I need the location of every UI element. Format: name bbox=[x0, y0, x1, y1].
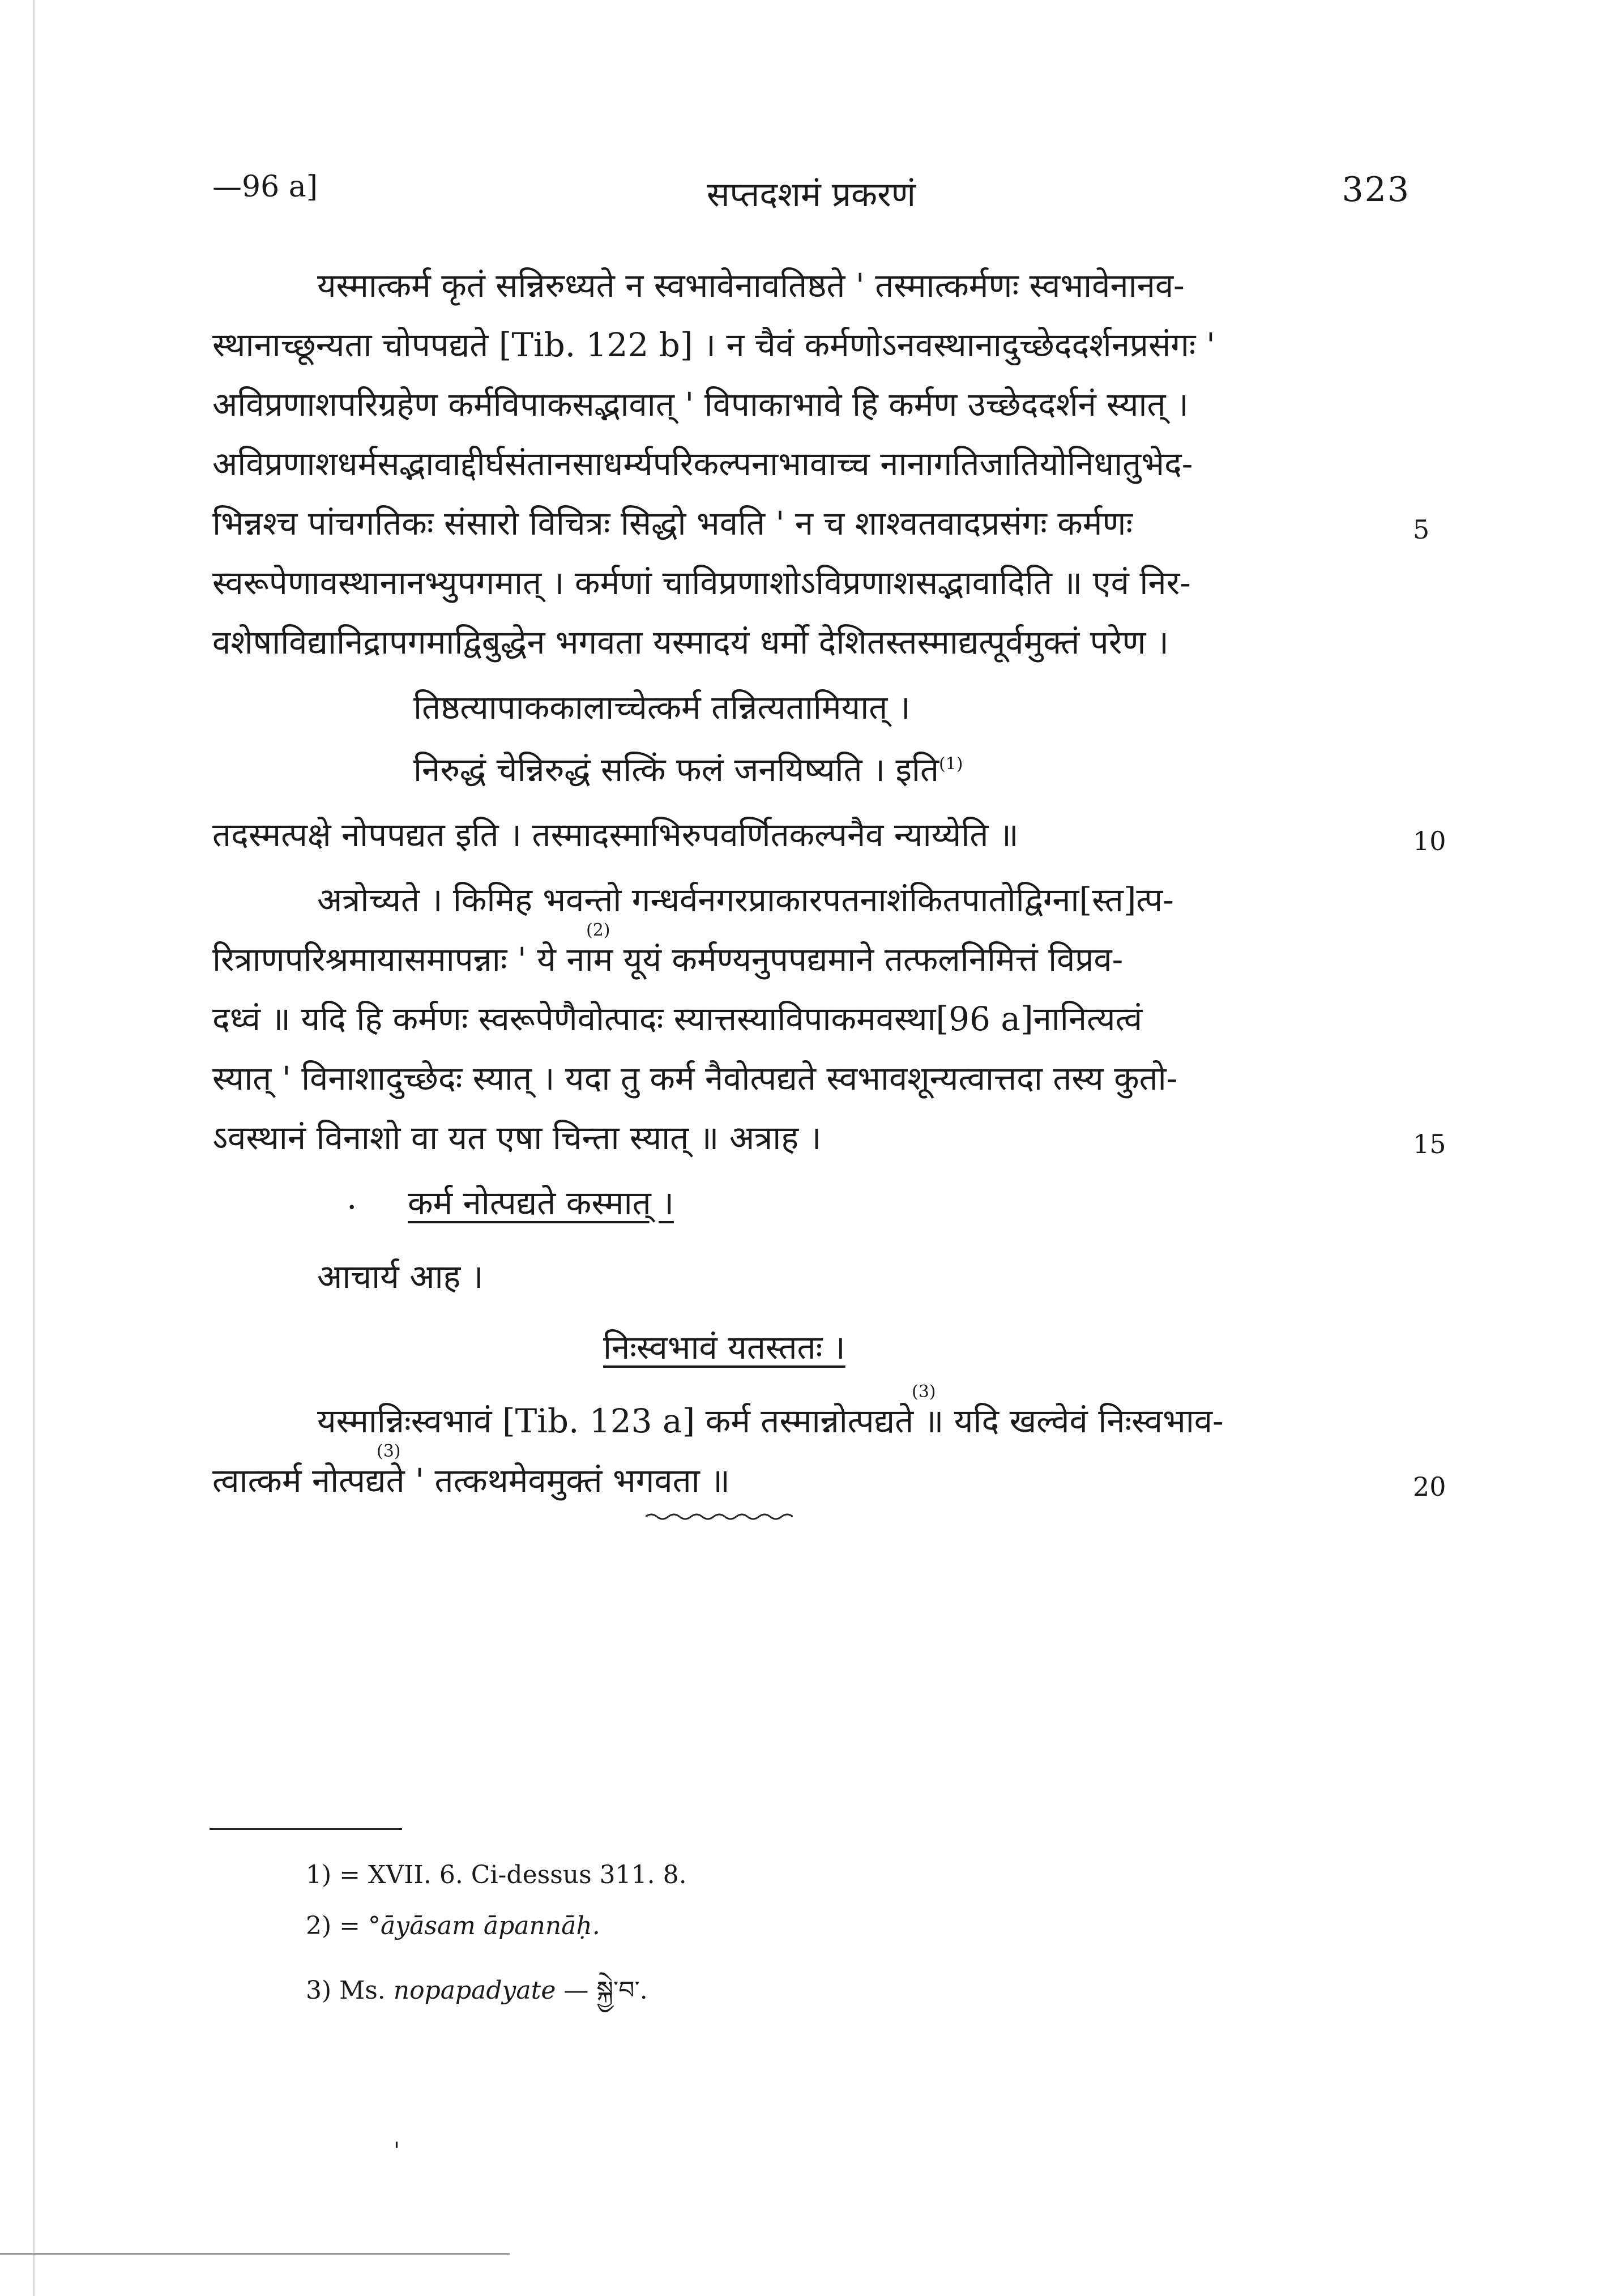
verse-line bbox=[408, 1184, 674, 1223]
verse-text: निरुद्धं चेन्निरुद्धं सत्किं फलं जनयिष्यति । इति bbox=[413, 750, 939, 789]
header-folio-ref: —96 a] bbox=[212, 170, 318, 204]
running-header bbox=[212, 170, 1410, 221]
text-line bbox=[212, 940, 1410, 980]
text-line: तदस्मत्पक्षे नोपपद्यत इति । तस्मादस्माभिरुपवर्णितकल्पनैव न्याय्येति ॥ bbox=[212, 816, 1019, 854]
wavy-underline-icon bbox=[646, 1512, 793, 1521]
line-number: 5 bbox=[1413, 514, 1430, 545]
stray-mark: ' bbox=[394, 2138, 400, 2164]
footnote-2 bbox=[306, 1911, 600, 1940]
text-line: ऽवस्थानं विनाशो वा यत एषा चिन्ता स्यात् ॥ अत्राह । bbox=[212, 1119, 822, 1157]
line-number: 20 bbox=[1413, 1471, 1446, 1502]
text-line: अत्रोच्यते । किमिह भवन्तो गन्धर्वनगरप्राकारपतनाशंकितपातोद्विग्ना[स्त]त्प- bbox=[317, 881, 1174, 919]
text-line: अविप्रणाशधर्मसद्भावाद्दीर्घसंतानसाधर्म्यपरिकल्पनाभावाच्च नानागतिजातियोनिधातुभेद- bbox=[212, 445, 1193, 483]
text-line: यस्मात्कर्म कृतं सन्निरुध्यते न स्वभावेनावतिष्ठते ' तस्मात्कर्मणः स्वभावेनानव- bbox=[317, 266, 1185, 305]
header-chapter-title: सप्तदशमं प्रकरणं bbox=[707, 175, 916, 215]
text-line: स्थानाच्छून्यता चोपपद्यते [Tib. 122 b] । न चैवं कर्मणोऽनवस्थानादुच्छेददर्शनप्रसंगः ' bbox=[212, 326, 1215, 364]
footnote-3-prefix: 3) Ms. bbox=[306, 1976, 394, 2005]
footnote-ref-2: (2) bbox=[586, 920, 610, 940]
text-line-body: त्वात्कर्म नोत्पद्यते ' तत्कथमेवमुक्तं भगवता ॥ bbox=[212, 1461, 730, 1500]
footnote-1: 1) = XVII. 6. Ci-dessus 311. 8. bbox=[306, 1860, 687, 1889]
text-line: यस्मान्निःस्वभावं [Tib. 123 a] कर्म तस्मान्नोत्पद्यते ॥ यदि खल्वेवं निःस्वभाव- bbox=[317, 1402, 1224, 1440]
footnote-ref-1: (1) bbox=[939, 754, 963, 774]
footnote-ref-3b: (3) bbox=[377, 1441, 401, 1461]
bottom-scan-rule bbox=[0, 2253, 510, 2255]
footnote-rule bbox=[210, 1828, 402, 1830]
verse-line bbox=[413, 750, 963, 790]
text-line: भिन्नश्च पांचगतिकः संसारो विचित्रः सिद्धो भवति ' न च शाश्वतवादप्रसंगः कर्मणः bbox=[212, 504, 1133, 543]
text-line: अविप्रणाशपरिग्रहेण कर्मविपाकसद्भावात् ' विपाकाभावे हि कर्मण उच्छेददर्शनं स्यात् । bbox=[212, 385, 1189, 424]
page-number: 323 bbox=[1342, 170, 1410, 210]
bullet-mark: . bbox=[347, 1178, 357, 1217]
footnote-2-prefix: 2) = bbox=[306, 1911, 368, 1940]
text-line-body: रित्राणपरिश्रमायासमापन्नाः ' ये नाम यूयं कर्मण्यनुपपद्यमाने तत्फलनिमित्तं विप्रव- bbox=[212, 940, 1124, 979]
text-line: दध्वं ॥ यदि हि कर्मणः स्वरूपेणैवोत्पादः स्यात्तस्याविपाकमवस्था[96 a]नानित्यत्वं bbox=[212, 1000, 1143, 1038]
footnote-ref-3: (3) bbox=[912, 1382, 936, 1402]
verse-line: तिष्ठत्यापाककालाच्चेत्कर्म तन्नित्यतामियात् । bbox=[413, 688, 911, 727]
line-number: 10 bbox=[1413, 826, 1446, 856]
footnote-3-suffix: — སྐྱེ་བ་. bbox=[556, 1976, 648, 2005]
underlined-verse: कर्म नोत्पद्यते कस्मात् । bbox=[408, 1184, 674, 1222]
left-margin-rule bbox=[33, 0, 35, 2296]
text-line: वशेषाविद्यानिद्रापगमाद्विबुद्धेन भगवता यस्मादयं धर्मो देशितस्तस्माद्यत्पूर्वमुक्तं परेण । bbox=[212, 623, 1169, 662]
underlined-verse: निःस्वभावं यतस्ततः । bbox=[603, 1328, 845, 1367]
verse-line bbox=[603, 1328, 845, 1368]
text-line bbox=[212, 1461, 730, 1501]
footnote-2-italic: °āyāsam āpannāḥ. bbox=[368, 1911, 600, 1940]
text-line: स्यात् ' विनाशादुच्छेदः स्यात् । यदा तु कर्म नैवोत्पद्यते स्वभावशून्यत्वात्तदा तस्य कुतो- bbox=[212, 1059, 1178, 1098]
footnote-3 bbox=[306, 1962, 648, 2033]
text-line: आचार्य आह । bbox=[317, 1257, 484, 1296]
text-line: स्वरूपेणावस्थानानभ्युपगमात् । कर्मणां चाविप्रणाशोऽविप्रणाशसद्भावादिति ॥ एवं निर- bbox=[212, 564, 1191, 602]
line-number: 15 bbox=[1413, 1129, 1446, 1159]
wavy-underline-mark bbox=[646, 1512, 793, 1521]
footnote-3-italic: nopapadyate bbox=[393, 1976, 556, 2005]
